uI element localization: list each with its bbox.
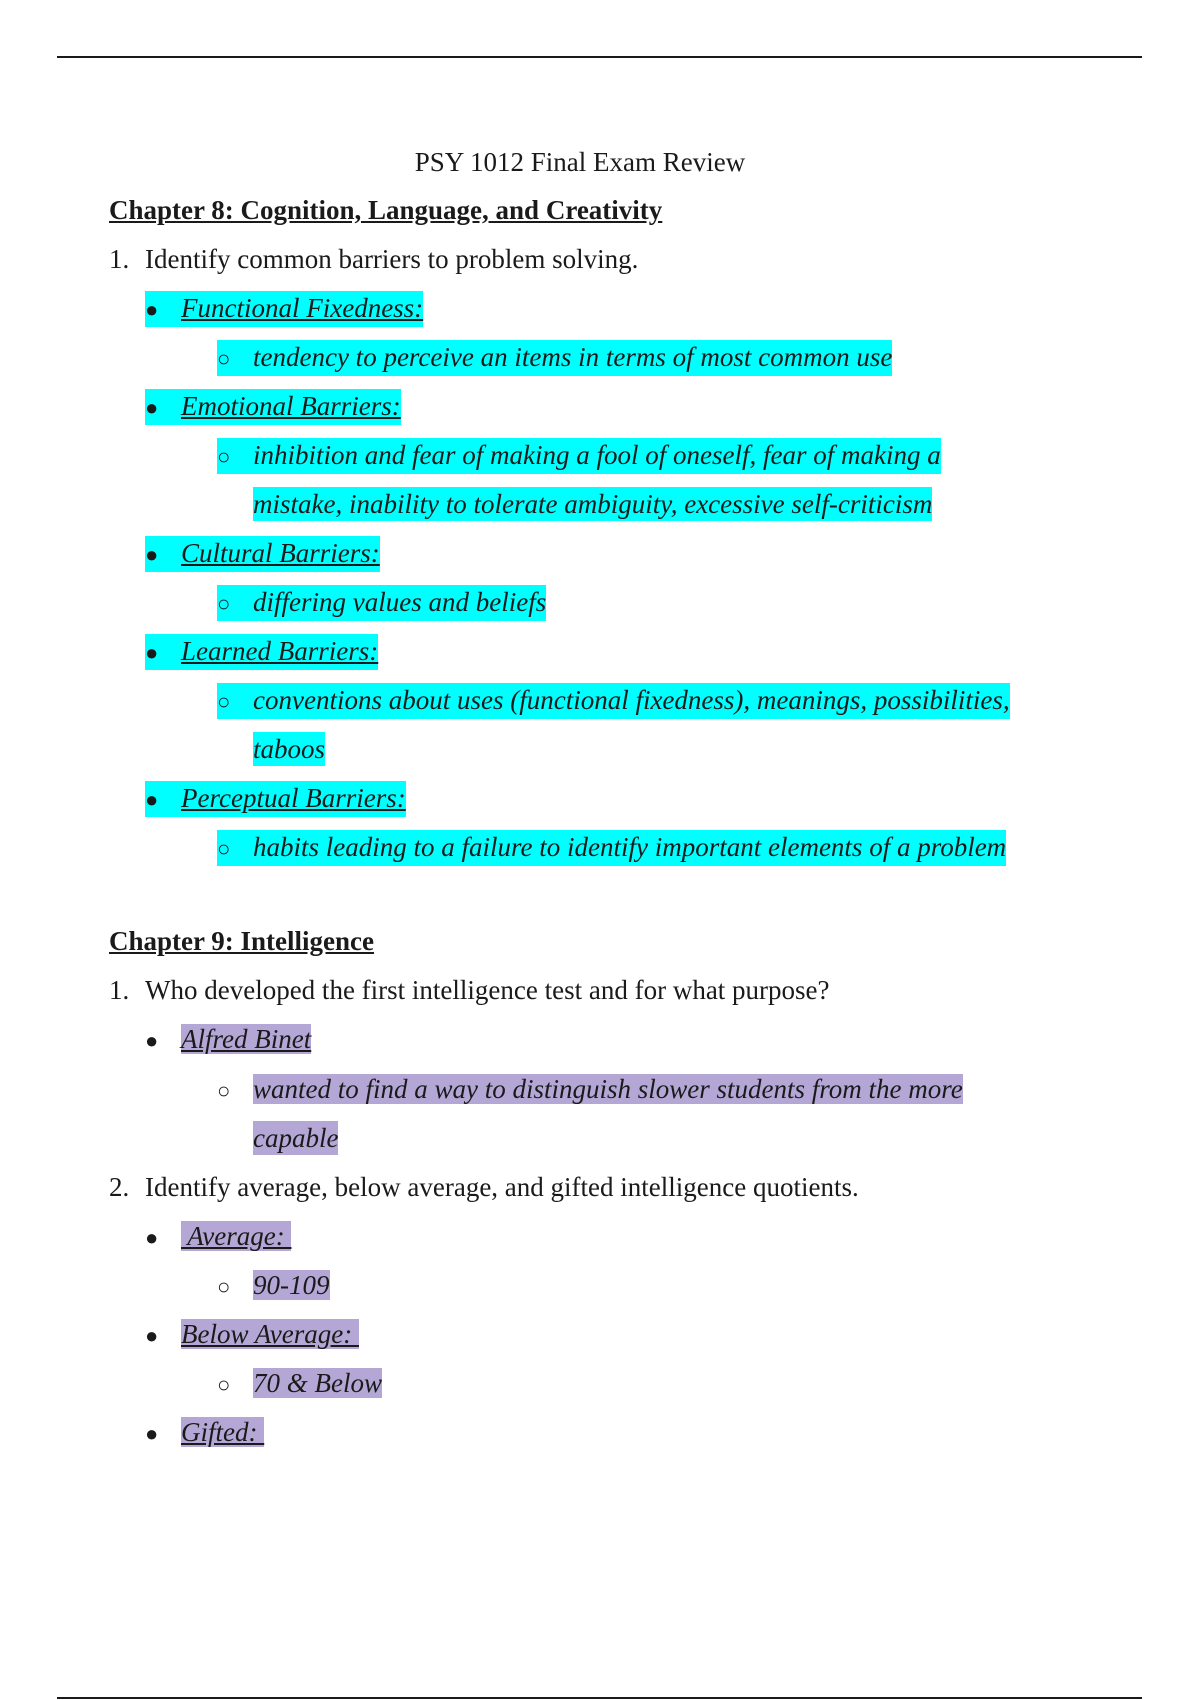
sub-bullet-text: 90-109 [253, 1270, 330, 1300]
bullet-icon: ● [145, 1225, 159, 1250]
bullet-gifted [145, 1415, 264, 1451]
sub-bullet-icon: ○ [217, 1372, 231, 1397]
ch8-question-1 [109, 242, 638, 276]
bullet-label: Functional Fixedness: [181, 293, 424, 323]
bullet-label: Average: [181, 1221, 292, 1251]
sub-bullet-text: inhibition and fear of making a fool of oneself, fear of making a [253, 440, 941, 470]
sub-bullet-emotional-barriers [217, 438, 941, 474]
question-text: Identify average, below average, and gifted intelligence quotients. [145, 1172, 859, 1202]
question-text: Identify common barriers to problem solving. [145, 244, 639, 274]
sub-bullet-text: wanted to find a way to distinguish slower students from the more [253, 1074, 963, 1104]
bottom-rule [57, 1697, 1142, 1699]
bullet-perceptual-barriers [145, 781, 406, 817]
sub-bullet-cultural-barriers [217, 585, 546, 621]
sub-bullet-icon: ○ [217, 591, 231, 616]
sub-bullet-icon: ○ [217, 444, 231, 469]
bullet-functional-fixedness [145, 291, 423, 327]
bullet-label: Emotional Barriers: [181, 391, 401, 421]
ch9-question-1 [109, 973, 830, 1007]
ch9-question-2 [109, 1170, 859, 1204]
sub-bullet-text: conventions about uses (functional fixedness), meanings, possibilities, [253, 685, 1010, 715]
sub-bullet-text: differing values and beliefs [253, 587, 547, 617]
bullet-alfred-binet [145, 1022, 311, 1058]
sub-bullet-icon: ○ [217, 346, 231, 371]
bullet-learned-barriers [145, 634, 378, 670]
sub-bullet-icon: ○ [217, 836, 231, 861]
sub-bullet-text: 70 & Below [253, 1368, 382, 1398]
bullet-label: Below Average: [181, 1319, 359, 1349]
bullet-icon: ● [145, 1421, 159, 1446]
sub-bullet-continuation: taboos [253, 734, 326, 764]
bullet-label: Perceptual Barriers: [181, 783, 406, 813]
bullet-average [145, 1219, 291, 1255]
bullet-icon: ● [145, 640, 159, 665]
bullet-below-average [145, 1317, 359, 1353]
sub-bullet-text: tendency to perceive an items in terms of most common use [253, 342, 893, 372]
sub-bullet-perceptual-barriers [217, 830, 1006, 866]
bullet-icon: ● [145, 1028, 159, 1053]
top-rule [57, 56, 1142, 58]
bullet-label: Cultural Barriers: [181, 538, 380, 568]
bullet-cultural-barriers [145, 536, 380, 572]
bullet-label: Gifted: [181, 1417, 265, 1447]
question-number: 1. [109, 975, 130, 1005]
bullet-icon: ● [145, 542, 159, 567]
sub-bullet-icon: ○ [217, 1078, 231, 1103]
sub-bullet-continuation: capable [253, 1123, 339, 1153]
bullet-icon: ● [145, 395, 159, 420]
question-number: 2. [109, 1172, 130, 1202]
question-text: Who developed the first intelligence test and for what purpose? [145, 975, 830, 1005]
question-number: 1. [109, 244, 130, 274]
sub-bullet-functional-fixedness [217, 340, 892, 376]
sub-bullet-continuation: mistake, inability to tolerate ambiguity, excessive self-criticism [253, 489, 933, 519]
bullet-label: Learned Barriers: [181, 636, 379, 666]
sub-bullet-below-average-range [217, 1366, 382, 1402]
sub-bullet-average-range [217, 1268, 330, 1304]
sub-bullet-text: habits leading to a failure to identify important elements of a problem [253, 832, 1007, 862]
bullet-label: Alfred Binet [181, 1024, 312, 1054]
sub-bullet-binet-purpose [217, 1072, 963, 1108]
bullet-icon: ● [145, 297, 159, 322]
chapter-9-heading: Chapter 9: Intelligence [109, 926, 374, 956]
chapter-8-heading: Chapter 8: Cognition, Language, and Creativity [109, 195, 663, 225]
page-title: PSY 1012 Final Exam Review [414, 147, 746, 177]
sub-bullet-icon: ○ [217, 689, 231, 714]
bullet-icon: ● [145, 787, 159, 812]
sub-bullet-learned-barriers [217, 683, 1010, 719]
bullet-emotional-barriers [145, 389, 401, 425]
bullet-icon: ● [145, 1323, 159, 1348]
sub-bullet-icon: ○ [217, 1274, 231, 1299]
